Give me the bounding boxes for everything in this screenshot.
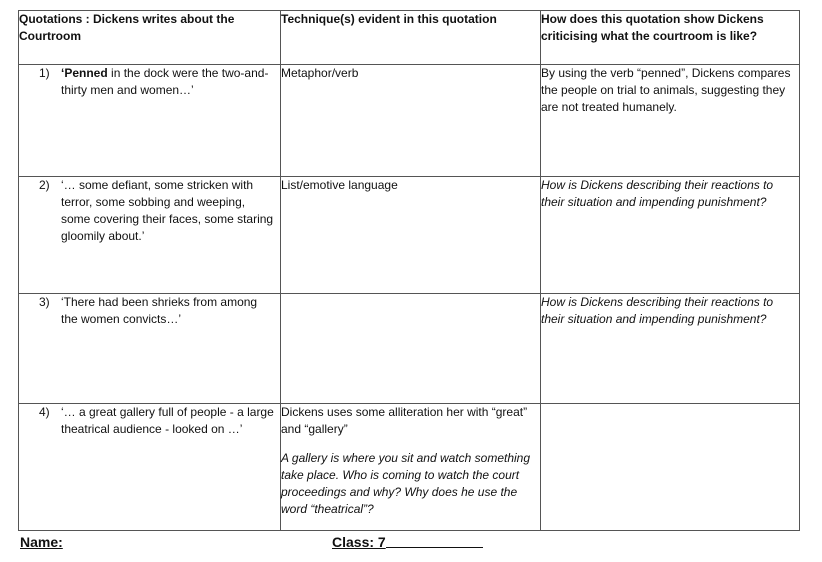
technique-cell [281, 294, 541, 404]
quote-text: ‘… some defiant, some stricken with terror, some sobbing and weeping, some covering their faces, some staring gloomily about.’ [61, 178, 274, 243]
header-row [19, 11, 800, 65]
quote-number: 1) [39, 66, 50, 80]
technique-cell: List/emotive language [281, 177, 541, 294]
name-label: Name: [20, 534, 63, 550]
table-row [19, 65, 800, 177]
quote-number: 2) [39, 178, 50, 192]
analysis-cell: How is Dickens describing their reactions to their situation and impending punishment? [541, 177, 800, 294]
quote-text [61, 65, 274, 99]
analysis-cell: How is Dickens describing their reactions to their situation and impending punishment? [541, 294, 800, 404]
quote-rest: in the dock were the two-and-thirty men and women…’ [61, 66, 269, 97]
quote-text: ‘… a great gallery full of people - a large theatrical audience - looked on …’ [61, 405, 274, 436]
header-quotations: Quotations : Dickens writes about the Courtroom [19, 11, 281, 65]
header-techniques: Technique(s) evident in this quotation [281, 11, 541, 65]
quote-cell [19, 65, 281, 177]
quote-cell [19, 177, 281, 294]
header-criticism: How does this quotation show Dickens criticising what the courtroom is like? [541, 11, 800, 65]
table-row [19, 294, 800, 404]
technique-note: A gallery is where you sit and watch something take place. Who is coming to watch the court proceedings and why? Why does he use the word “theatrical”? [281, 451, 531, 516]
analysis-cell: By using the verb “penned”, Dickens compares the people on trial to animals, suggesting they are not treated humanely. [541, 65, 800, 177]
technique-cell [281, 404, 541, 531]
analysis-cell [541, 404, 800, 531]
class-write-line [386, 547, 483, 548]
quote-number: 3) [39, 295, 50, 309]
quote-cell [19, 294, 281, 404]
class-label: Class: 7 [332, 534, 386, 550]
table-row [19, 177, 800, 294]
quote-text: ‘There had been shrieks from among the women convicts…’ [61, 295, 258, 326]
table-row [19, 404, 800, 531]
technique-cell: Metaphor/verb [281, 65, 541, 177]
courtroom-quotations-table [18, 10, 800, 531]
quote-number: 4) [39, 405, 50, 419]
technique-text: Dickens uses some alliteration her with “great” and “gallery” [281, 405, 528, 436]
quote-cell [19, 404, 281, 531]
quote-bold-word: ‘Penned [61, 66, 108, 80]
